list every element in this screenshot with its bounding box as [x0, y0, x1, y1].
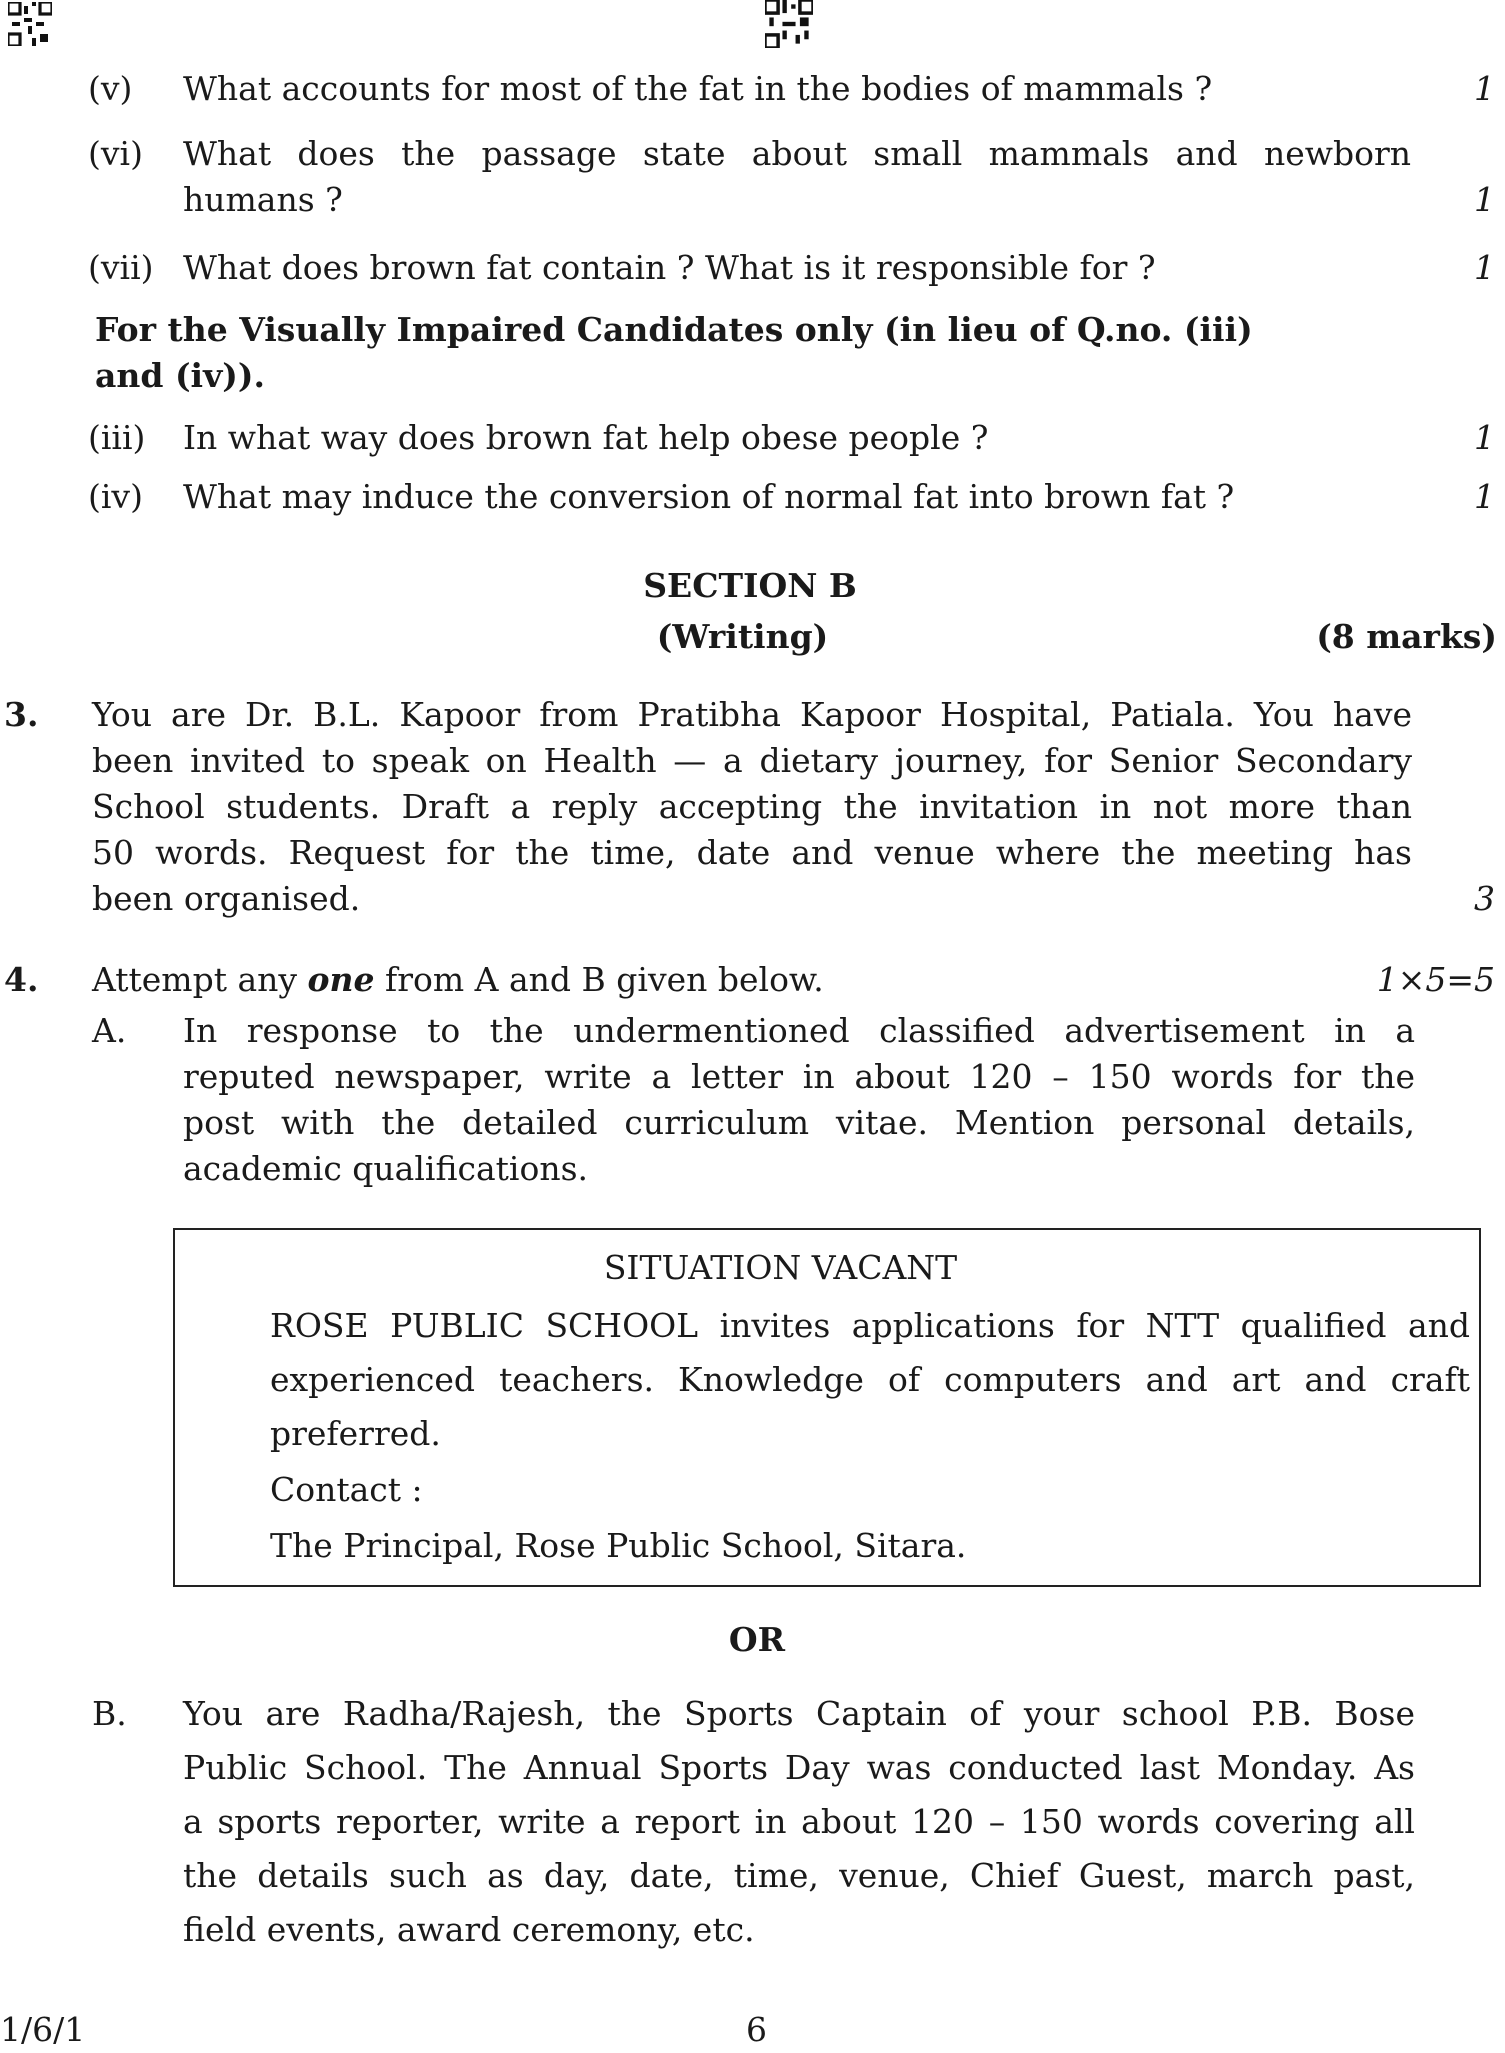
qr-code-icon: [765, 0, 813, 48]
option-b-line: You are Radha/Rajesh, the Sports Captain of your school P.B. Bose: [183, 1694, 1415, 1733]
item-text-line: humans ?: [183, 180, 343, 219]
option-b-line: the details such as day, date, time, venue, Chief Guest, march past,: [183, 1856, 1415, 1895]
intro-text: from A and B given below.: [374, 960, 824, 999]
option-a-line: academic qualifications.: [183, 1149, 588, 1188]
advertisement-line: experienced teachers. Knowledge of computers and art and craft: [270, 1360, 1470, 1399]
item-text-line: What does the passage state about small mammals and newborn: [183, 134, 1411, 173]
paper-code: 1/6/1: [0, 2010, 86, 2049]
question-text-line: been organised.: [92, 879, 361, 918]
question-text-line: 50 words. Request for the time, date and venue where the meeting has: [92, 833, 1412, 872]
question-text-line: School students. Draft a reply accepting the invitation in not more than: [92, 787, 1412, 826]
question-mark: 3: [1474, 879, 1495, 918]
option-a-label: A.: [92, 1011, 127, 1050]
option-b-label: B.: [92, 1694, 127, 1733]
item-number: (iv): [88, 477, 143, 516]
item-number: (v): [88, 69, 133, 108]
option-b-line: field events, award ceremony, etc.: [183, 1910, 755, 1949]
item-number: (iii): [88, 418, 146, 457]
question-mark: 1×5=5: [1376, 960, 1495, 999]
item-mark: 1: [1474, 477, 1495, 516]
advertisement-line: preferred.: [270, 1414, 441, 1453]
item-number: (vii): [88, 248, 154, 287]
item-mark: 1: [1474, 180, 1495, 219]
or-divider: OR: [728, 1620, 786, 1659]
section-subtitle: (Writing): [656, 617, 829, 656]
qr-code-icon: [8, 2, 52, 46]
item-text: In what way does brown fat help obese people ?: [183, 418, 989, 457]
item-mark: 1: [1474, 248, 1495, 287]
option-a-line: In response to the undermentioned classified advertisement in a: [183, 1011, 1415, 1050]
item-text: What does brown fat contain ? What is it responsible for ?: [183, 248, 1156, 287]
option-b-line: Public School. The Annual Sports Day was conducted last Monday. As: [183, 1748, 1415, 1787]
advertisement-title: SITUATION VACANT: [603, 1248, 958, 1287]
item-text: What accounts for most of the fat in the bodies of mammals ?: [183, 69, 1213, 108]
question-text-line: You are Dr. B.L. Kapoor from Pratibha Kapoor Hospital, Patiala. You have: [92, 695, 1412, 734]
item-mark: 1: [1474, 418, 1495, 457]
item-mark: 1: [1474, 69, 1495, 108]
section-marks: (8 marks): [1316, 617, 1497, 656]
visually-impaired-note-line: and (iv)).: [95, 356, 265, 395]
visually-impaired-note-line: For the Visually Impaired Candidates only (in lieu of Q.no. (iii): [95, 310, 1253, 349]
question-text-line: been invited to speak on Health — a dietary journey, for Senior Secondary: [92, 741, 1412, 780]
option-b-line: a sports reporter, write a report in about 120 – 150 words covering all: [183, 1802, 1415, 1841]
page-number: 6: [746, 2010, 767, 2049]
item-number: (vi): [88, 134, 143, 173]
intro-emphasis: one: [307, 960, 375, 999]
intro-text: Attempt any: [92, 960, 308, 999]
item-text: What may induce the conversion of normal fat into brown fat ?: [183, 477, 1235, 516]
question-number: 4.: [4, 960, 39, 999]
advertisement-line: ROSE PUBLIC SCHOOL invites applications for NTT qualified and: [270, 1306, 1470, 1345]
option-a-line: reputed newspaper, write a letter in about 120 – 150 words for the: [183, 1057, 1415, 1096]
question-intro: [92, 957, 1412, 1003]
advertisement-line: The Principal, Rose Public School, Sitara.: [270, 1526, 967, 1565]
option-a-line: post with the detailed curriculum vitae. Mention personal details,: [183, 1103, 1415, 1142]
advertisement-line: Contact :: [270, 1470, 423, 1509]
question-number: 3.: [4, 695, 39, 734]
section-title: SECTION B: [643, 566, 857, 605]
